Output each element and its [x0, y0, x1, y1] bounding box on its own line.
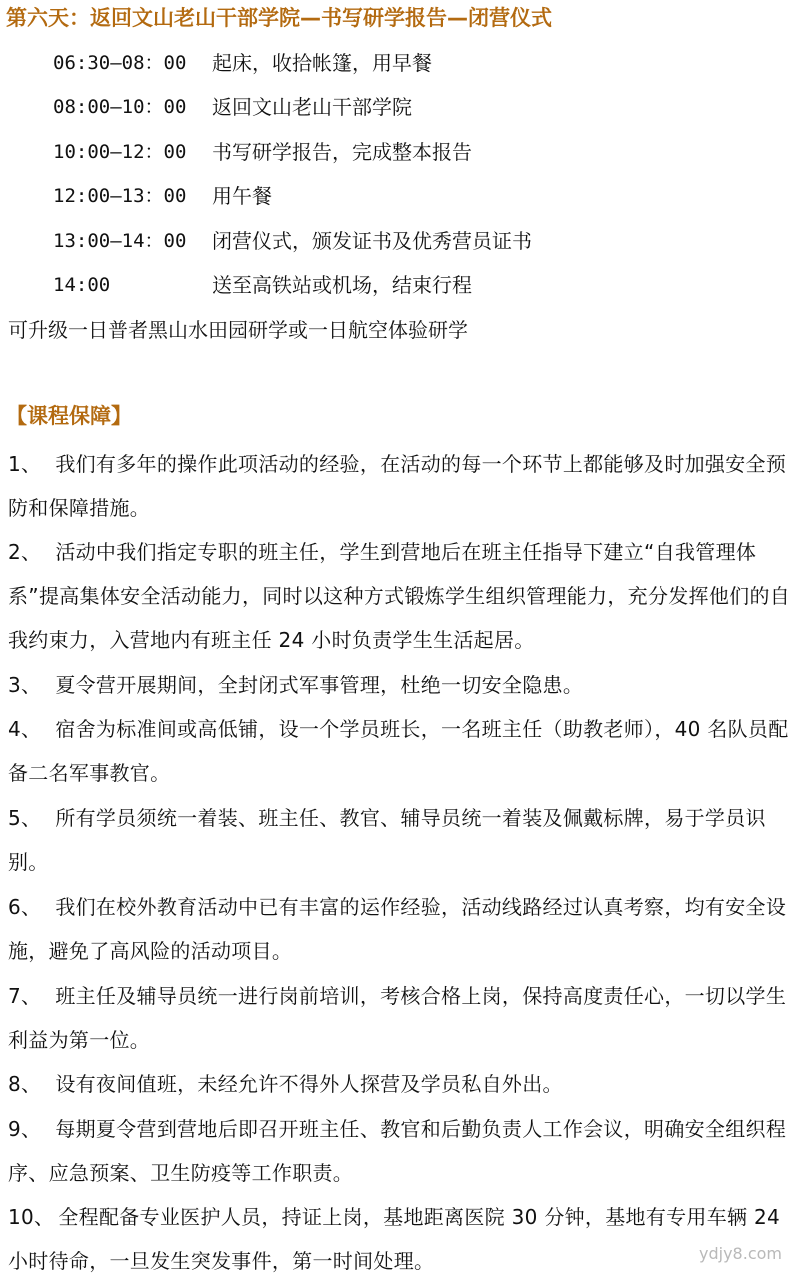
schedule-time: 10:00—12：00: [53, 141, 187, 163]
guarantee-item-text: 我们在校外教育活动中已有丰富的运作经验，活动线路经过认真考察，均有安全设施，避免了高风险的活动项目。: [8, 895, 787, 963]
guarantee-item: [8, 796, 798, 884]
guarantee-item-number: 10、: [8, 1205, 55, 1229]
guarantee-item: [8, 707, 798, 795]
guarantee-item: [8, 1195, 798, 1283]
guarantee-item-number: 9、: [8, 1117, 42, 1141]
guarantee-item: [8, 1107, 798, 1195]
guarantee-item: [8, 442, 798, 530]
guarantee-item-number: 8、: [8, 1072, 42, 1096]
guarantee-item-text: 所有学员须统一着装、班主任、教官、辅导员统一着装及佩戴标牌，易于学员识别。: [8, 806, 766, 874]
schedule-time: 13:00—14：00: [53, 230, 187, 252]
schedule-time: 14:00: [53, 274, 111, 296]
guarantee-item-text: 班主任及辅导员统一进行岗前培训，考核合格上岗，保持高度责任心，一切以学生利益为第一位。: [8, 984, 787, 1052]
guarantee-item-number: 3、: [8, 673, 42, 697]
guarantee-item-number: 6、: [8, 895, 42, 919]
guarantee-item: [8, 663, 798, 707]
guarantee-item-text: 活动中我们指定专职的班主任，学生到营地后在班主任指导下建立“自我管理体系”提高集体安全活动能力，同时以这种方式锻炼学生组织管理能力，充分发挥他们的自我约束力，入营地内有班主任 24 小时负责学生生活起居。: [8, 540, 791, 652]
guarantee-item: [8, 885, 798, 973]
schedule-time: 06:30—08：00: [53, 52, 187, 74]
guarantee-item-text: 每期夏令营到营地后即召开班主任、教官和后勤负责人工作会议，明确安全组织程序、应急预案、卫生防疫等工作职责。: [8, 1117, 787, 1185]
guarantee-item-number: 5、: [8, 806, 42, 830]
schedule-activity: 书写研学报告，完成整本报告: [212, 140, 472, 164]
upgrade-note: 可升级一日普者黑山水田园研学或一日航空体验研学: [8, 318, 468, 342]
schedule-activity: 返回文山老山干部学院: [212, 95, 412, 119]
guarantee-item: [8, 974, 798, 1062]
schedule-activity: 用午餐: [212, 184, 272, 208]
schedule-time: 12:00—13：00: [53, 185, 187, 207]
schedule-activity: 起床，收拾帐篷，用早餐: [212, 51, 432, 75]
guarantee-item-text: 夏令营开展期间，全封闭式军事管理，杜绝一切安全隐患。: [55, 673, 584, 697]
day-heading: 第六天：返回文山老山干部学院—书写研学报告—闭营仪式: [6, 6, 552, 30]
schedule-time: 08:00—10：00: [53, 96, 187, 118]
guarantee-item-number: 1、: [8, 452, 42, 476]
guarantee-item-number: 7、: [8, 984, 42, 1008]
schedule-activity: 闭营仪式，颁发证书及优秀营员证书: [212, 229, 532, 253]
guarantee-item-text: 设有夜间值班，未经允许不得外人探营及学员私自外出。: [55, 1072, 563, 1096]
guarantee-item-number: 4、: [8, 717, 42, 741]
schedule-activity: 送至高铁站或机场，结束行程: [212, 273, 472, 297]
guarantee-item-text: 全程配备专业医护人员，持证上岗，基地距离医院 30 分钟，基地有专用车辆 24 小时待命，一旦发生突发事件，第一时间处理。: [8, 1205, 781, 1273]
guarantee-item-number: 2、: [8, 540, 42, 564]
guarantee-item: [8, 1062, 798, 1106]
guarantee-item-text: 我们有多年的操作此项活动的经验，在活动的每一个环节上都能够及时加强安全预防和保障措施。: [8, 452, 787, 520]
site-watermark: ydjy8.com: [699, 1244, 782, 1263]
guarantee-item: [8, 530, 798, 662]
guarantee-title: 【课程保障】: [6, 404, 132, 428]
guarantee-item-text: 宿舍为标准间或高低铺，设一个学员班长，一名班主任（助教老师），40 名队员配备二名军事教官。: [8, 717, 789, 785]
